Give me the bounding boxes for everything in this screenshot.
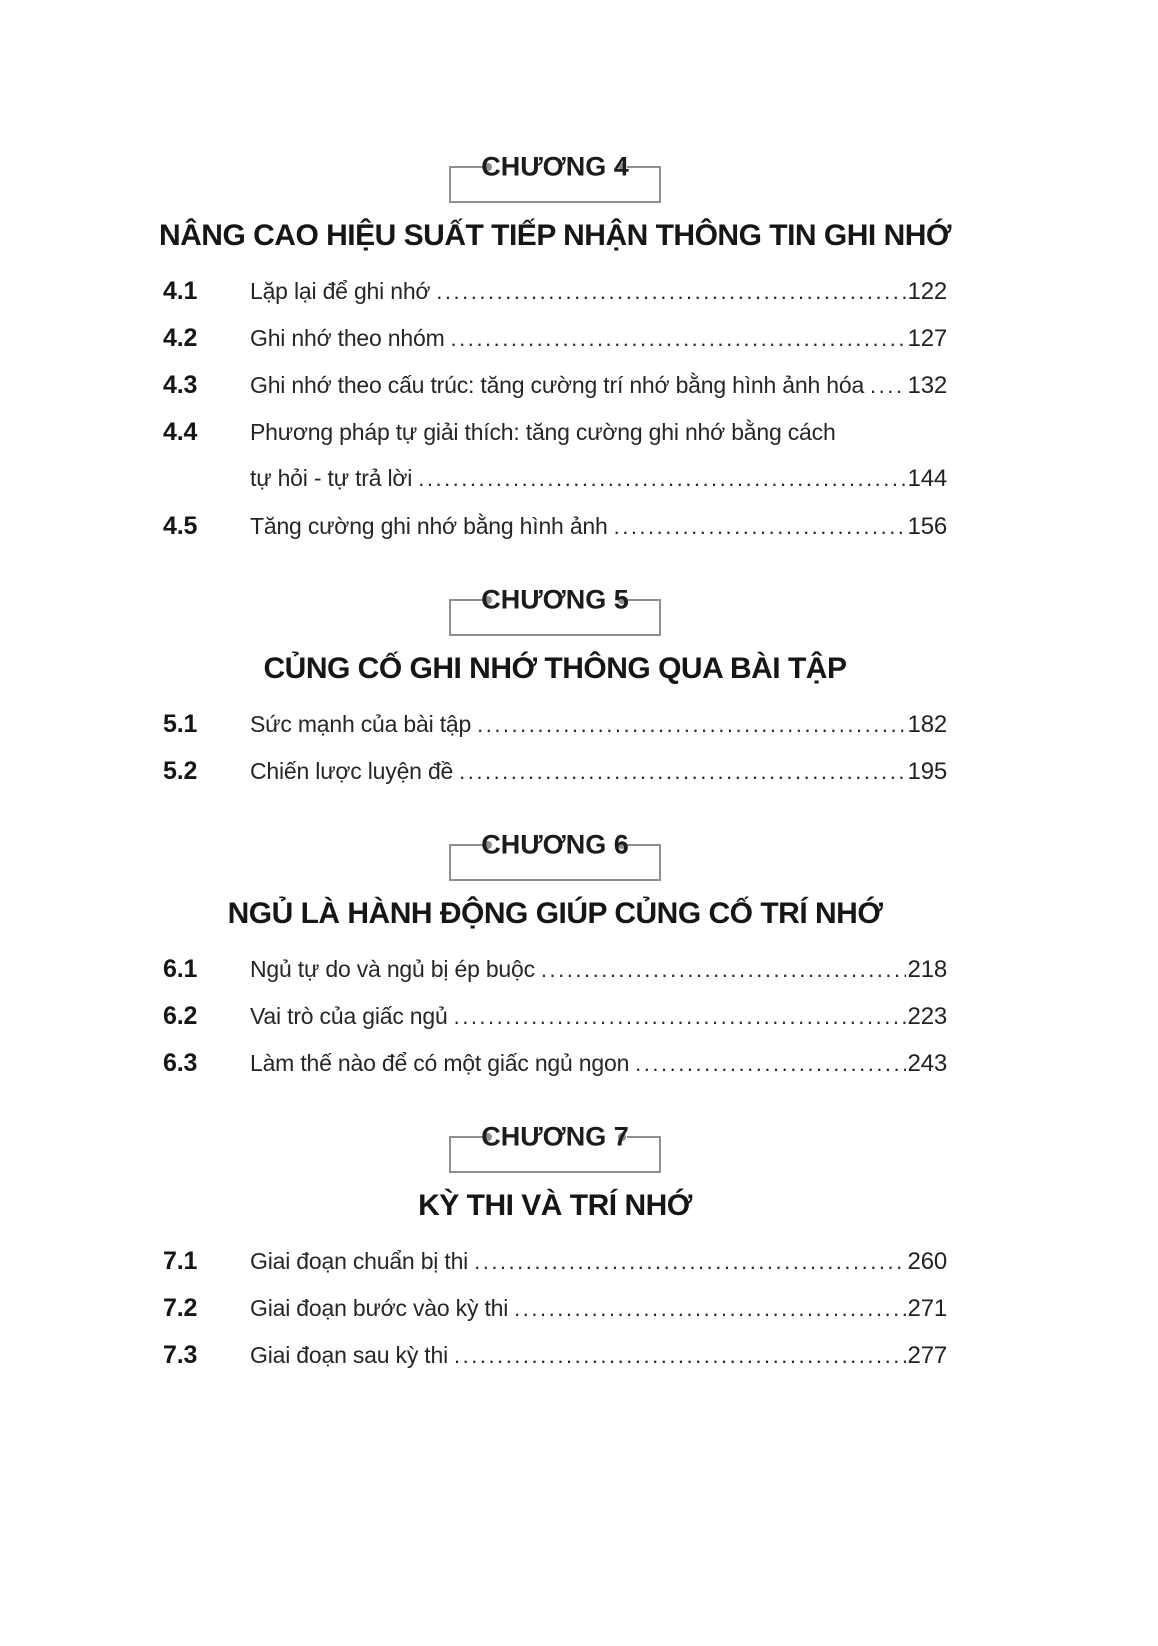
dot-leader xyxy=(454,1003,906,1030)
toc-entry-page: 260 xyxy=(907,1248,947,1275)
toc-entry-title: Làm thế nào để có một giấc ngủ ngon xyxy=(250,1050,630,1076)
toc-entry-title: Giai đoạn sau kỳ thi xyxy=(250,1342,449,1368)
toc-entry-number: 4.1 xyxy=(163,277,198,305)
chapter-section-4 xyxy=(158,151,952,559)
toc-entry-number: 5.2 xyxy=(163,757,198,785)
dot-leader xyxy=(514,1295,905,1322)
chapter-section-7 xyxy=(163,1121,947,1388)
toc-entry xyxy=(163,1341,947,1388)
chapter-label: CHƯƠNG 5 xyxy=(481,584,629,615)
toc-entry-title: Chiến lược luyện đề xyxy=(250,758,454,784)
toc-entry xyxy=(163,1294,947,1341)
chapter-title: CỦNG CỐ GHI NHỚ THÔNG QUA BÀI TẬP xyxy=(263,652,847,685)
toc-list xyxy=(163,710,947,804)
toc-entry-number: 5.1 xyxy=(163,710,198,738)
chapter-section-6 xyxy=(163,829,947,1096)
toc-entry-page: 156 xyxy=(907,513,947,540)
toc-entry-title: Ngủ tự do và ngủ bị ép buộc xyxy=(250,956,535,982)
toc-entry xyxy=(163,1049,947,1096)
toc-entry xyxy=(163,757,947,804)
chapter-title: NÂNG CAO HIỆU SUẤT TIẾP NHẬN THÔNG TIN GHI NHỚ xyxy=(158,219,952,252)
toc-entry xyxy=(163,955,947,1002)
toc-content xyxy=(158,151,952,1388)
dot-leader xyxy=(418,465,905,492)
toc-entry xyxy=(163,277,947,324)
toc-entry-number: 7.1 xyxy=(163,1247,198,1275)
toc-list xyxy=(163,955,947,1096)
dot-leader xyxy=(436,278,905,305)
box-right-segment xyxy=(627,844,661,846)
toc-list xyxy=(163,1247,947,1388)
toc-entry-page: 277 xyxy=(907,1342,947,1369)
toc-entry-page: 195 xyxy=(907,758,947,785)
dot-leader xyxy=(474,1248,905,1275)
toc-entry-title: Giai đoạn chuẩn bị thi xyxy=(250,1248,469,1274)
toc-entry-number: 6.2 xyxy=(163,1002,198,1030)
toc-entry-title-line2: tự hỏi - tự trả lời xyxy=(250,465,413,491)
toc-entry xyxy=(163,418,947,465)
toc-entry-page: 223 xyxy=(907,1003,947,1030)
toc-entry-title: Ghi nhớ theo nhóm xyxy=(250,325,445,351)
toc-entry-title: Giai đoạn bước vào kỳ thi xyxy=(250,1295,509,1321)
chapter-label: CHƯƠNG 7 xyxy=(481,1121,629,1152)
dot-leader xyxy=(454,1342,906,1369)
chapter-title: KỲ THI VÀ TRÍ NHỚ xyxy=(418,1189,692,1222)
chapter-label-box xyxy=(449,151,661,203)
toc-entry-number: 4.3 xyxy=(163,371,198,399)
toc-entry-number: 7.2 xyxy=(163,1294,198,1322)
toc-entry-page: 218 xyxy=(907,956,947,983)
chapter-label-box xyxy=(449,1121,661,1173)
toc-entry-number: 4.5 xyxy=(163,512,198,540)
toc-entry xyxy=(163,512,947,559)
toc-entry-page: 182 xyxy=(907,711,947,738)
toc-list xyxy=(163,277,947,559)
box-left-segment xyxy=(449,166,483,168)
dot-leader xyxy=(635,1050,905,1077)
toc-entry-page: 271 xyxy=(907,1295,947,1322)
toc-entry-title: Lặp lại để ghi nhớ xyxy=(250,278,431,304)
toc-entry xyxy=(163,1002,947,1049)
box-right-segment xyxy=(627,166,661,168)
chapter-label: CHƯƠNG 6 xyxy=(481,829,629,860)
toc-entry-page: 127 xyxy=(907,325,947,352)
dot-leader xyxy=(451,325,906,352)
chapter-label-box xyxy=(449,829,661,881)
chapter-label: CHƯƠNG 4 xyxy=(481,151,629,182)
toc-entry-title: Ghi nhớ theo cấu trúc: tăng cường trí nhớ bằng hình ảnh hóa xyxy=(250,372,865,398)
box-left-segment xyxy=(449,844,483,846)
chapter-label-box xyxy=(449,584,661,636)
toc-entry xyxy=(163,710,947,757)
toc-entry-page: 132 xyxy=(907,372,947,399)
dot-leader xyxy=(459,758,905,785)
dot-leader xyxy=(541,956,906,983)
toc-entry-number: 6.3 xyxy=(163,1049,198,1077)
toc-entry-title: Phương pháp tự giải thích: tăng cường ghi nhớ bằng cách xyxy=(250,419,836,445)
dot-leader xyxy=(614,513,906,540)
toc-entry-number: 4.4 xyxy=(163,418,198,446)
dot-leader xyxy=(477,711,905,738)
toc-entry-page: 243 xyxy=(907,1050,947,1077)
toc-entry xyxy=(163,371,947,418)
toc-entry-continuation xyxy=(163,465,947,512)
toc-entry xyxy=(163,324,947,371)
dot-leader xyxy=(870,372,906,399)
toc-entry-title: Sức mạnh của bài tập xyxy=(250,711,472,737)
toc-entry-page: 144 xyxy=(907,465,947,492)
toc-entry xyxy=(163,1247,947,1294)
toc-entry-number: 4.2 xyxy=(163,324,198,352)
toc-entry-page: 122 xyxy=(907,278,947,305)
chapter-title: NGỦ LÀ HÀNH ĐỘNG GIÚP CỦNG CỐ TRÍ NHỚ xyxy=(227,897,883,930)
toc-entry-number: 6.1 xyxy=(163,955,198,983)
box-left-segment xyxy=(449,1136,483,1138)
box-right-segment xyxy=(627,1136,661,1138)
toc-entry-title: Vai trò của giấc ngủ xyxy=(250,1003,448,1029)
toc-entry-number: 7.3 xyxy=(163,1341,198,1369)
chapter-section-5 xyxy=(163,584,947,804)
box-left-segment xyxy=(449,599,483,601)
box-right-segment xyxy=(627,599,661,601)
toc-entry-title: Tăng cường ghi nhớ bằng hình ảnh xyxy=(250,513,608,539)
